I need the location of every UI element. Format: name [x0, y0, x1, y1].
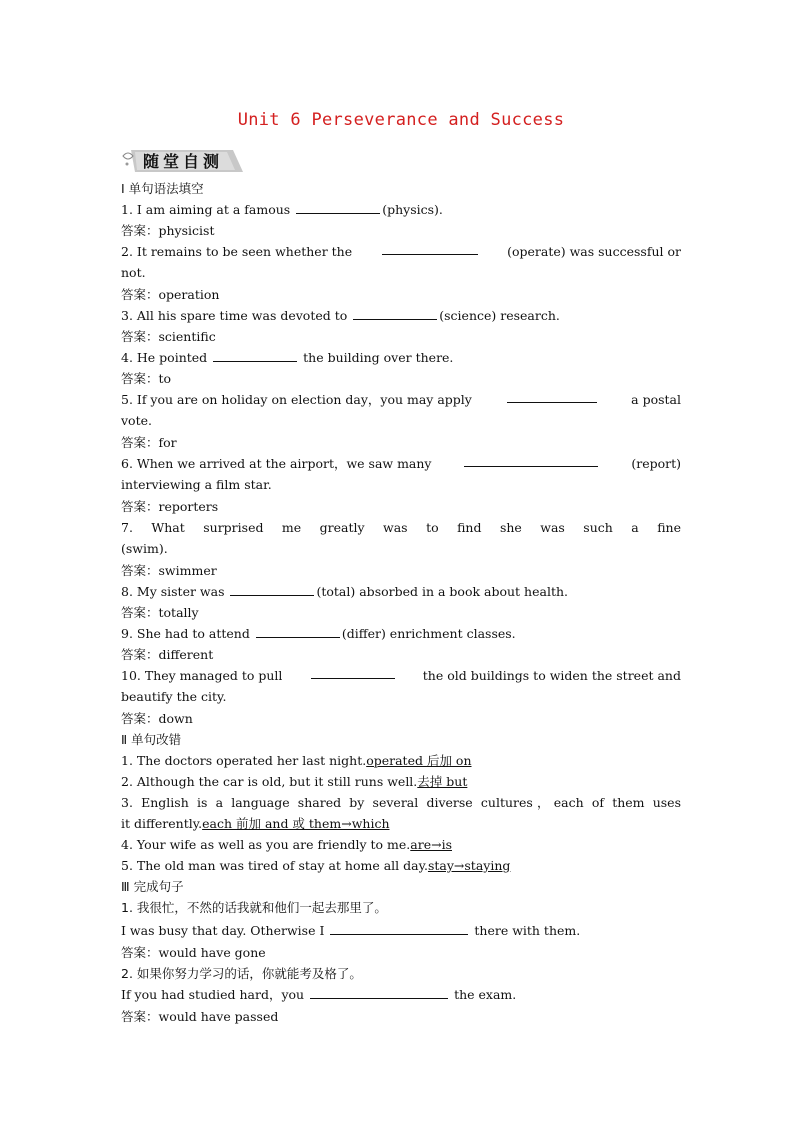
question-7-cont: (swim).	[121, 541, 168, 556]
question-4: 4. He pointed the building over there.	[121, 350, 454, 365]
answer-blank	[330, 921, 468, 935]
question-6-cont: interviewing a film star.	[121, 477, 272, 492]
correction-fix: operated 后加 on	[366, 753, 472, 768]
correction-fix: are→is	[410, 837, 452, 852]
correction-4: 4. Your wife as well as you are friendly to me.are→is	[121, 837, 452, 852]
section-badge	[121, 148, 246, 174]
answer-7: 答案：swimmer	[121, 563, 217, 578]
translation-1: I was busy that day. Otherwise I there with them.	[121, 923, 581, 938]
exercise-content	[121, 178, 681, 1027]
question-1: 1. I am aiming at a famous (physics).	[121, 202, 443, 217]
badge-label: 随堂自测	[143, 152, 224, 171]
page-title: Unit 6 Perseverance and Success	[237, 110, 565, 130]
translation-1-zh: 1. 我很忙，不然的话我就和他们一起去那里了。	[121, 900, 387, 915]
answer-blank	[507, 389, 597, 403]
translation-2-zh: 2. 如果你努力学习的话，你就能考及格了。	[121, 966, 362, 981]
answer-blank	[230, 582, 314, 596]
translation-2: If you had studied hard，you the exam.	[121, 987, 517, 1002]
answer-6: 答案：reporters	[121, 499, 219, 514]
translation-2-answer: 答案：would have passed	[121, 1009, 279, 1024]
section-heading-3: Ⅲ 完成句子	[121, 879, 184, 894]
translation-1-answer: 答案：would have gone	[121, 945, 266, 960]
question-6: 6. When we arrived at the airport，we saw many (report)	[121, 453, 681, 474]
answer-blank	[213, 348, 297, 362]
section-heading-1: Ⅰ 单句语法填空	[121, 181, 204, 196]
question-8: 8. My sister was (total) absorbed in a book about health.	[121, 584, 568, 599]
answer-3: 答案：scientific	[121, 329, 216, 344]
question-3: 3. All his spare time was devoted to (science) research.	[121, 308, 560, 323]
correction-3: 3. English is a language shared by several diverse cultures，each of them uses	[121, 795, 681, 810]
question-10: 10. They managed to pull the old buildings to widen the street and	[121, 665, 681, 686]
section-heading-2: Ⅱ 单句改错	[121, 732, 182, 747]
correction-1: 1. The doctors operated her last night.operated 后加 on	[121, 753, 472, 768]
question-9: 9. She had to attend (differ) enrichment classes.	[121, 626, 516, 641]
answer-9: 答案：different	[121, 647, 214, 662]
answer-1: 答案：physicist	[121, 223, 215, 238]
answer-blank	[311, 665, 395, 679]
correction-2: 2. Although the car is old, but it still runs well.去掉 but	[121, 774, 468, 789]
answer-4: 答案：to	[121, 371, 172, 386]
answer-blank	[353, 306, 437, 320]
question-2: 2. It remains to be seen whether the (operate) was successful or	[121, 241, 681, 262]
answer-blank	[256, 624, 340, 638]
question-2-cont: not.	[121, 265, 146, 280]
answer-8: 答案：totally	[121, 605, 199, 620]
correction-fix: each 前加 and 或 them→which	[202, 816, 390, 831]
answer-blank	[382, 241, 478, 255]
answer-blank	[296, 200, 380, 214]
answer-2: 答案：operation	[121, 287, 220, 302]
answer-5: 答案：for	[121, 435, 177, 450]
answer-blank	[464, 453, 598, 467]
question-5-cont: vote.	[121, 413, 152, 428]
correction-fix: 去掉 but	[417, 774, 468, 789]
correction-fix: stay→staying	[427, 858, 511, 873]
answer-blank	[310, 985, 448, 999]
correction-3-cont: it differently.each 前加 and 或 them→which	[121, 816, 390, 831]
correction-5: 5. The old man was tired of stay at home all day.stay→staying	[121, 858, 511, 873]
question-10-cont: beautify the city.	[121, 689, 227, 704]
answer-10: 答案：down	[121, 711, 193, 726]
question-7: 7. What surprised me greatly was to find she was such a fine	[121, 520, 681, 535]
question-5: 5. If you are on holiday on election day，you may apply a postal	[121, 389, 681, 410]
